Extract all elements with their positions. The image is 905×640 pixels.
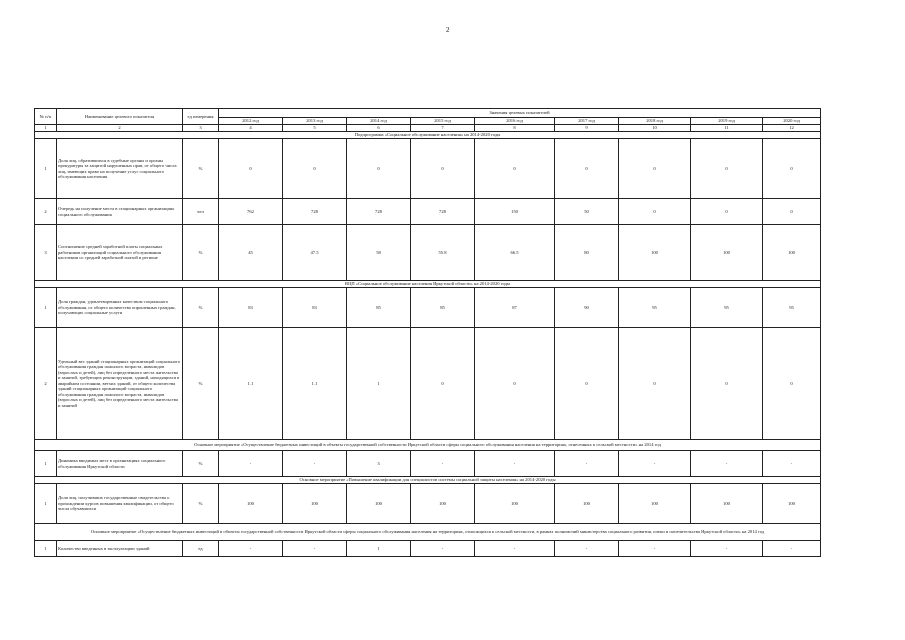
section-title: Подпрограмма «Социальное обслуживание населения» на 2014-2020 годы bbox=[35, 132, 821, 139]
value-cell: 45 bbox=[219, 225, 283, 281]
indicator-name: Соотношение средней заработной платы социальных работников организаций социального обслуживания населения со средней заработной платой в регионе bbox=[57, 225, 183, 281]
column-number: 2 bbox=[57, 125, 183, 132]
value-cell: 0 bbox=[691, 328, 763, 440]
year-header: 2016 год bbox=[475, 118, 555, 125]
column-number: 6 bbox=[347, 125, 411, 132]
value-cell: 100 bbox=[411, 484, 475, 524]
table-row bbox=[35, 484, 821, 524]
row-number: 1 bbox=[35, 451, 57, 477]
value-cell: 90 bbox=[555, 288, 619, 328]
year-header: 2014 год bbox=[347, 118, 411, 125]
value-cell: 50 bbox=[555, 199, 619, 225]
value-cell: 0 bbox=[555, 139, 619, 199]
value-cell: 87 bbox=[475, 288, 555, 328]
value-cell: 1.1 bbox=[283, 328, 347, 440]
value-cell: 100 bbox=[763, 484, 821, 524]
values-group-header: Значения целевых показателей bbox=[219, 109, 821, 118]
row-number: 1 bbox=[35, 484, 57, 524]
value-cell: 100 bbox=[691, 225, 763, 281]
year-header: 2012 год bbox=[219, 118, 283, 125]
column-number: 8 bbox=[475, 125, 555, 132]
value-cell: 100 bbox=[347, 484, 411, 524]
indicators-table bbox=[34, 108, 821, 557]
column-number-row bbox=[35, 125, 821, 132]
value-cell: 83 bbox=[283, 288, 347, 328]
indicator-name: Динамика вводимых мест в организациях социального обслуживания Иркутской области bbox=[57, 451, 183, 477]
indicator-name: Количество введенных в эксплуатацию зданий bbox=[57, 541, 183, 557]
value-cell: 100 bbox=[555, 484, 619, 524]
row-number: 1 bbox=[35, 139, 57, 199]
value-cell: 0 bbox=[619, 199, 691, 225]
year-header: 2013 год bbox=[283, 118, 347, 125]
value-cell: - bbox=[475, 451, 555, 477]
unit-cell: % bbox=[183, 484, 219, 524]
value-cell: 100 bbox=[691, 484, 763, 524]
unit-cell: % bbox=[183, 288, 219, 328]
table-row bbox=[35, 451, 821, 477]
value-cell: - bbox=[411, 541, 475, 557]
unit-cell: % bbox=[183, 139, 219, 199]
unit-cell: % bbox=[183, 225, 219, 281]
unit-cell: чел bbox=[183, 199, 219, 225]
value-cell: 728 bbox=[411, 199, 475, 225]
value-cell: 47.5 bbox=[283, 225, 347, 281]
col-unit-header: ед измерения bbox=[183, 109, 219, 125]
value-cell: 1.1 bbox=[219, 328, 283, 440]
value-cell: 95 bbox=[763, 288, 821, 328]
section-title: Основное мероприятие «Повышение квалификации для специалистов системы социальной защиты населения» на 2014-2020 годы bbox=[35, 477, 821, 484]
value-cell: 0 bbox=[475, 139, 555, 199]
section-row bbox=[35, 524, 821, 541]
section-row bbox=[35, 440, 821, 451]
unit-cell: % bbox=[183, 451, 219, 477]
column-number: 10 bbox=[619, 125, 691, 132]
indicator-name: Очередь на получение места в стационарных организациях социального обслуживания bbox=[57, 199, 183, 225]
column-number: 7 bbox=[411, 125, 475, 132]
indicators-table-container bbox=[34, 108, 820, 557]
indicator-name: Доля лиц, обратившихся в судебные органы и органы прокуратуры за защитой нарушенных прав, от общего числа лиц, имеющих право на получение услуг социального обслуживания населения bbox=[57, 139, 183, 199]
table-row bbox=[35, 139, 821, 199]
value-cell: 55.8 bbox=[411, 225, 475, 281]
value-cell: 58 bbox=[347, 225, 411, 281]
value-cell: 3 bbox=[347, 451, 411, 477]
header-row bbox=[35, 109, 821, 118]
table-row bbox=[35, 225, 821, 281]
value-cell: 80 bbox=[555, 225, 619, 281]
value-cell: - bbox=[763, 451, 821, 477]
value-cell: 0 bbox=[347, 139, 411, 199]
value-cell: - bbox=[763, 541, 821, 557]
value-cell: 762 bbox=[219, 199, 283, 225]
value-cell: 66.5 bbox=[475, 225, 555, 281]
year-header: 2018 год bbox=[619, 118, 691, 125]
table-row bbox=[35, 328, 821, 440]
value-cell: 0 bbox=[763, 328, 821, 440]
value-cell: - bbox=[619, 451, 691, 477]
indicator-name: Доля граждан, удовлетворенных качеством социального обслуживания, от общего количества опрошенных граждан, получающих социальные услуги bbox=[57, 288, 183, 328]
value-cell: - bbox=[555, 541, 619, 557]
value-cell: 0 bbox=[475, 328, 555, 440]
value-cell: - bbox=[283, 451, 347, 477]
table-row bbox=[35, 199, 821, 225]
value-cell: 0 bbox=[691, 139, 763, 199]
value-cell: 0 bbox=[283, 139, 347, 199]
column-number: 1 bbox=[35, 125, 57, 132]
column-number: 9 bbox=[555, 125, 619, 132]
indicator-name: Удельный вес зданий стационарных организаций социального обслуживания граждан пожилого возраста, инвалидов (взрослых и детей), лиц без определенного места жительства и занятий, требующих реконструкции, зданий, находящихся в аварийном состоянии, ветхих зданий, от общего количества зданий стационарных организаций социального обслуживания граждан пожилого возраста, инвалидов (взрослых и детей), лиц без определенного места жительства и занятий bbox=[57, 328, 183, 440]
value-cell: 0 bbox=[411, 139, 475, 199]
value-cell: 0 bbox=[555, 328, 619, 440]
value-cell: 0 bbox=[691, 199, 763, 225]
value-cell: - bbox=[219, 541, 283, 557]
column-number: 11 bbox=[691, 125, 763, 132]
value-cell: 1 bbox=[347, 328, 411, 440]
section-row bbox=[35, 132, 821, 139]
value-cell: 85 bbox=[347, 288, 411, 328]
col-number-header: № п/п bbox=[35, 109, 57, 125]
value-cell: - bbox=[475, 541, 555, 557]
value-cell: - bbox=[691, 541, 763, 557]
value-cell: - bbox=[555, 451, 619, 477]
year-header: 2015 год bbox=[411, 118, 475, 125]
value-cell: 100 bbox=[283, 484, 347, 524]
unit-cell: ед bbox=[183, 541, 219, 557]
column-number: 12 bbox=[763, 125, 821, 132]
column-number: 5 bbox=[283, 125, 347, 132]
value-cell: 100 bbox=[763, 225, 821, 281]
value-cell: 0 bbox=[411, 328, 475, 440]
column-number: 4 bbox=[219, 125, 283, 132]
value-cell: 85 bbox=[411, 288, 475, 328]
section-row bbox=[35, 281, 821, 288]
column-number: 3 bbox=[183, 125, 219, 132]
value-cell: 83 bbox=[219, 288, 283, 328]
value-cell: 0 bbox=[763, 139, 821, 199]
page-number: 2 bbox=[446, 26, 450, 34]
value-cell: 100 bbox=[619, 225, 691, 281]
value-cell: - bbox=[619, 541, 691, 557]
col-name-header: Наименование целевого показателя bbox=[57, 109, 183, 125]
value-cell: 100 bbox=[475, 484, 555, 524]
value-cell: 0 bbox=[619, 139, 691, 199]
unit-cell: % bbox=[183, 328, 219, 440]
year-header: 2017 год bbox=[555, 118, 619, 125]
section-row bbox=[35, 477, 821, 484]
value-cell: 100 bbox=[619, 484, 691, 524]
value-cell: 728 bbox=[347, 199, 411, 225]
year-header: 2019 год bbox=[691, 118, 763, 125]
section-title: Основное мероприятие «Осуществление бюджетных инвестиций в объекты государственной собственности Иркутской области сферы социального обслуживания населения на территориях, относящихся к сельской местности, в рамках полномочий министерства социального развития, опеки и попечительства Иркутской области» на 2014 год bbox=[35, 524, 821, 541]
value-cell: - bbox=[219, 451, 283, 477]
value-cell: 95 bbox=[619, 288, 691, 328]
indicator-name: Доля лиц, получивших государственные свидетельства о прохождении курсов повышения квалификации, от общего числа обучавшихся bbox=[57, 484, 183, 524]
value-cell: - bbox=[411, 451, 475, 477]
row-number: 2 bbox=[35, 328, 57, 440]
section-title: ВЦП «Социальное обслуживание населения Иркутской области» на 2014-2020 годы bbox=[35, 281, 821, 288]
value-cell: - bbox=[691, 451, 763, 477]
table-row bbox=[35, 541, 821, 557]
row-number: 1 bbox=[35, 541, 57, 557]
value-cell: 1 bbox=[347, 541, 411, 557]
year-header: 2020 год bbox=[763, 118, 821, 125]
row-number: 1 bbox=[35, 288, 57, 328]
value-cell: 0 bbox=[619, 328, 691, 440]
value-cell: 150 bbox=[475, 199, 555, 225]
table-row bbox=[35, 288, 821, 328]
value-cell: 100 bbox=[219, 484, 283, 524]
value-cell: 95 bbox=[691, 288, 763, 328]
value-cell: 0 bbox=[219, 139, 283, 199]
value-cell: - bbox=[283, 541, 347, 557]
value-cell: 728 bbox=[283, 199, 347, 225]
value-cell: 0 bbox=[763, 199, 821, 225]
row-number: 3 bbox=[35, 225, 57, 281]
section-title: Основное мероприятие «Осуществление бюджетных инвестиций в объекты государственной собственности Иркутской области сферы социального обслуживания населения на территориях, отнесенных к сельской местности» на 2014 год bbox=[35, 440, 821, 451]
row-number: 2 bbox=[35, 199, 57, 225]
